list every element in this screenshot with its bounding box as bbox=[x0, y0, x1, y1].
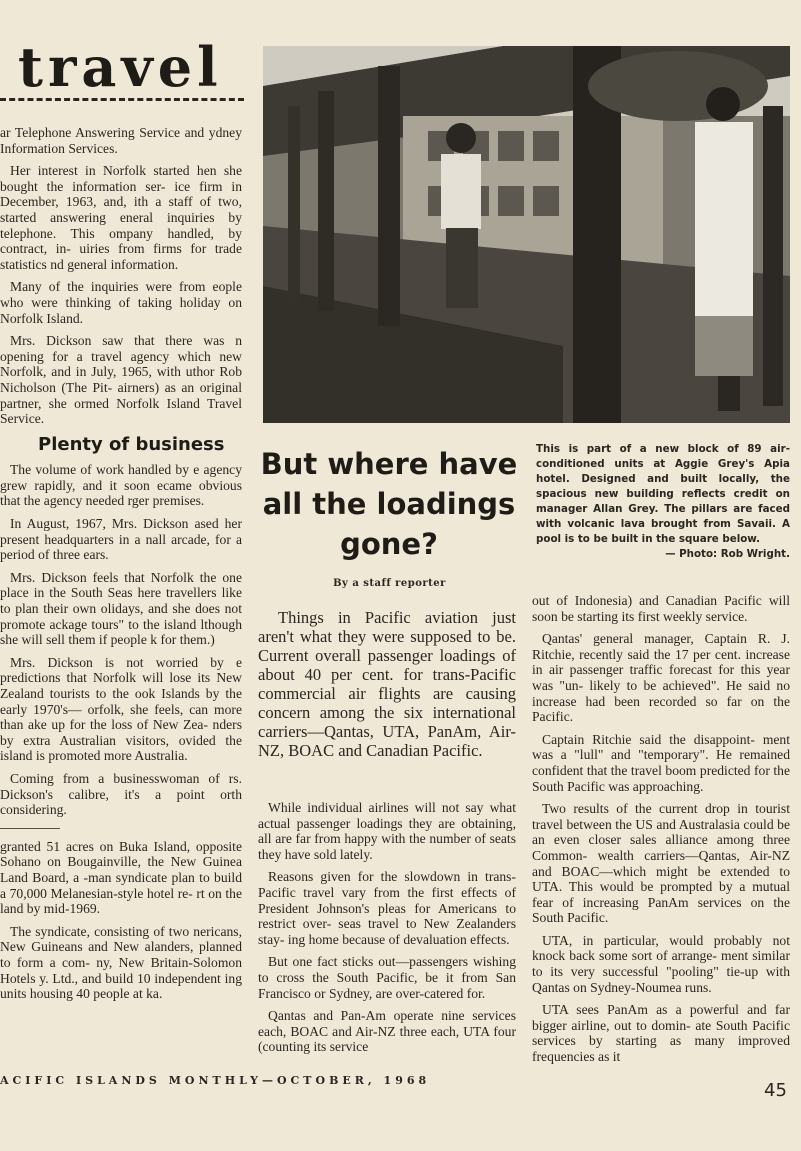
article-paragraph: Two results of the current drop in tourist travel between the US and Australasia could be an even closer sales alliance among three Common- wealth carriers—Qantas, Air-NZ and BOAC—which might be extended to UTA. This would be prompted by a mutual fear of increasing PanAm services on the South Pacific. bbox=[532, 801, 790, 926]
left-paragraph: Many of the inquiries were from eople who were thinking of taking holiday on Norfolk Island. bbox=[0, 279, 242, 326]
hotel-photo-image bbox=[263, 46, 790, 423]
left-paragraph: Her interest in Norfolk started hen she bought the information ser- ice firm in December, 1963, and, ith a staff of two, started answering eneral inquiries by telephone. This ompany handled, by contract, in- uiries from firms for trade statistics nd general information. bbox=[0, 163, 242, 272]
photo-credit: — Photo: Rob Wright. bbox=[665, 548, 790, 560]
heading-divider bbox=[0, 98, 244, 101]
article-paragraph: UTA, in particular, would probably not knock back some sort of arrange- ment similar to its very successful "pooling" tie-up with Qantas on Sydney-Noumea runs. bbox=[532, 932, 790, 995]
hotel-photo bbox=[263, 46, 790, 423]
left-paragraph: The syndicate, consisting of two nericans, New Guineans and New alanders, planned to form a com- ny, New Britain-Solomon Hotels y. Ltd., and build 10 independent ing units housing 40 people at ka. bbox=[0, 923, 242, 1002]
left-paragraph: Coming from a businesswoman of rs. Dickson's calibre, it's a point orth considering. bbox=[0, 770, 242, 818]
article-paragraph: While individual airlines will not say what actual passenger loadings they are obtaining, all are far from happy with the number of seats they have sold lately. bbox=[258, 800, 516, 862]
article-paragraph: But one fact sticks out—passengers wishing to cross the South Pacific, be it from San Francisco or Sydney, are over-catered for. bbox=[258, 954, 516, 1001]
middle-column bbox=[258, 800, 516, 1062]
article-headline: But where have all the loadings gone? bbox=[260, 447, 518, 561]
article-paragraph: out of Indonesia) and Canadian Pacific will soon be starting its first weekly service. bbox=[532, 593, 790, 624]
left-paragraph: granted 51 acres on Buka Island, opposite Sohano on Bougainville, the New Guinea Land Board, a -man syndicate plan to build a 70,000 Melanesian-style hotel re- rt on the land by mid-1969. bbox=[0, 838, 242, 917]
left-paragraph: Mrs. Dickson is not worried by e predictions that Norfolk will lose its New Zealand tourists to the ook Islands by the early 1970's— orfolk, she feels, can more than ake up for the loss of New Zea- nders by extra Australian visitors, ovided the island is promoted more Australia. bbox=[0, 654, 242, 764]
left-paragraph: Mrs. Dickson saw that there was n opening for a travel agency which new Norfolk, and in July, 1965, with uthor Rob Nicholson (The Pit- airners) as an original partner, she ormed Norfolk Island Travel Service. bbox=[0, 333, 242, 427]
subheading: Plenty of business bbox=[38, 433, 225, 455]
section-heading: travel bbox=[18, 35, 223, 99]
caption-text: This is part of a new block of 89 air-conditioned units at Aggie Grey's Apia hotel. Designed and built locally, the spacious new building reflects credit on manager Allan Grey. The pillars are faced with volcanic lava brought from Savaii. A pool is to be built in the square below. bbox=[536, 443, 790, 545]
lead-paragraph: Things in Pacific aviation just aren't what they were supposed to be. Current overall passenger loadings of about 40 per cent. for trans-Pacific commercial air flights are causing concern among the six international carriers—Qantas, UTA, PanAm, Air-NZ, BOAC and Canadian Pacific. bbox=[258, 608, 516, 760]
photo-caption bbox=[536, 442, 790, 562]
right-column bbox=[532, 593, 790, 1072]
article-paragraph: Captain Ritchie said the disappoint- ment was a "lull" and "temporary". He remained confident that the travel boom predicted for the South Pacific was approaching. bbox=[532, 731, 790, 794]
story-divider bbox=[0, 828, 60, 829]
article-paragraph: Reasons given for the slowdown in trans-Pacific travel vary from the first effects of President Johnson's pleas for Americans to restrict over- seas travel to New Zealanders stay- ing home because of devaluation effects. bbox=[258, 869, 516, 947]
page-footer: ACIFIC ISLANDS MONTHLY—OCTOBER, 1968 bbox=[0, 1074, 431, 1087]
left-column bbox=[0, 125, 242, 1009]
article-paragraph: Qantas and Pan-Am operate nine services each, BOAC and Air-NZ three each, UTA four (counting its service bbox=[258, 1008, 516, 1055]
left-paragraph: The volume of work handled by e agency grew rapidly, and it soon ecame obvious that the agency needed rger premises. bbox=[0, 462, 242, 509]
article-paragraph: UTA sees PanAm as a powerful and far bigger airline, out to domin- ate South Pacific services by starting as many improved frequencies as it bbox=[532, 1002, 790, 1065]
page-number: 45 bbox=[764, 1080, 787, 1101]
left-paragraph: ar Telephone Answering Service and ydney Information Services. bbox=[0, 125, 242, 156]
byline: By a staff reporter bbox=[333, 578, 446, 589]
article-lead bbox=[258, 608, 516, 760]
left-paragraph: Mrs. Dickson feels that Norfolk the one place in the South Seas here travellers like to plan their own olidays, and she does not promote ackage tours" to the island lthough she will sell them if people k for them.) bbox=[0, 569, 242, 648]
article-paragraph: Qantas' general manager, Captain R. J. Ritchie, recently said the 17 per cent. increase in air passenger traffic forecast for this year was "un- likely to be achieved". He said no increase had been recorded so far on the Pacific. bbox=[532, 631, 790, 725]
left-paragraph: In August, 1967, Mrs. Dickson ased her present headquarters in a nall arcade, for a period of three ears. bbox=[0, 516, 242, 563]
